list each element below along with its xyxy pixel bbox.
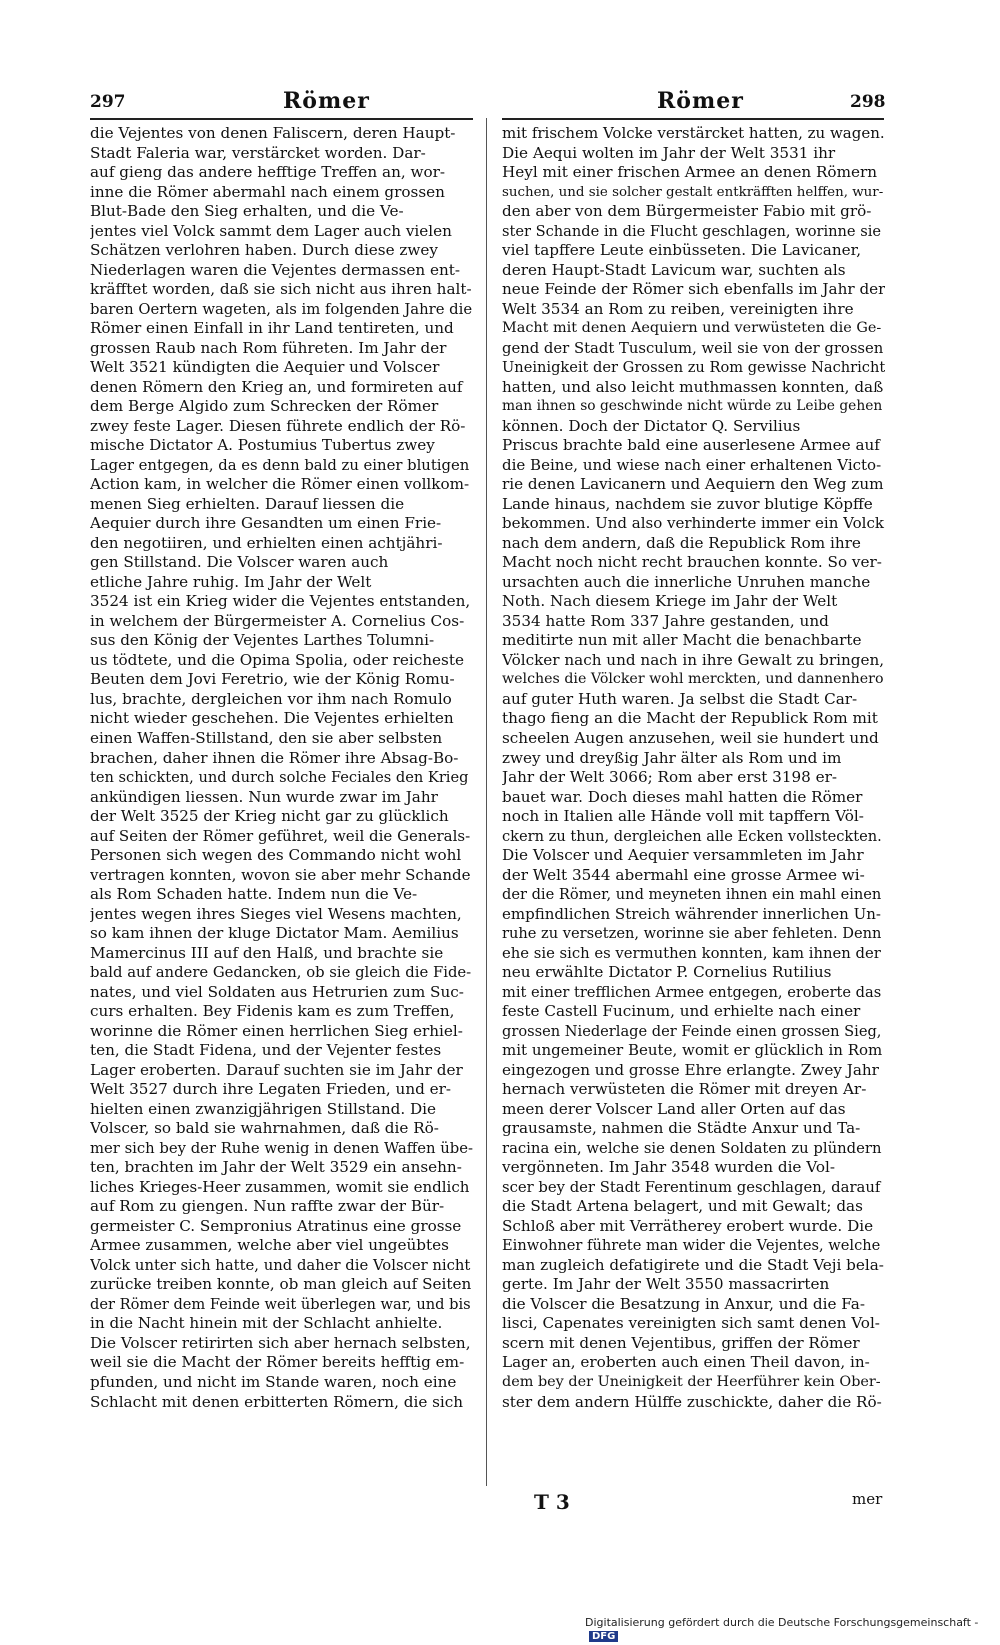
text-line: können. Doch der Dictator Q. Servilius <box>502 416 801 435</box>
text-line: die Vejentes von denen Faliscern, deren Haupt- <box>90 124 456 142</box>
text-line: auf Seiten der Römer geführet, weil die Generals- <box>90 826 471 845</box>
left-running-title: Römer <box>283 88 370 114</box>
text-line: worinne die Römer einen herrlichen Sieg erhiel- <box>90 1021 463 1040</box>
text-line: suchen, und sie solcher gestalt entkräfften helffen, wur- <box>502 184 884 200</box>
text-line: germeister C. Sempronius Atratinus eine grosse <box>90 1216 462 1235</box>
catchword: mer <box>852 1490 883 1508</box>
header-rule-right <box>502 118 884 120</box>
text-line: pfunden, und nicht im Stande waren, noch eine <box>90 1373 457 1391</box>
digitization-credit <box>585 1616 1000 1642</box>
text-line: auf guter Huth waren. Ja selbst die Stadt Car- <box>502 689 858 708</box>
text-line: feste Castell Fucinum, und erhielte nach einer <box>502 1002 861 1021</box>
text-line: den aber von dem Bürgermeister Fabio mit grö- <box>502 202 872 221</box>
text-line: mer sich bey der Ruhe wenig in denen Waffen übe- <box>90 1139 473 1157</box>
text-line: Aequier durch ihre Gesandten um einen Frie- <box>90 514 442 533</box>
left-page-number: 297 <box>90 92 126 112</box>
text-line: grossen Niederlage der Feinde einen grossen Sieg, <box>502 1022 882 1040</box>
text-line: lus, brachte, dergleichen vor ihm nach Romulo <box>90 689 452 708</box>
text-line: rie denen Lavicanern und Aequiern den Weg zum <box>502 475 884 494</box>
text-line: mit einer trefflichen Armee entgegen, eroberte das <box>502 983 882 1001</box>
text-line: denen Römern den Krieg an, und formireten auf <box>90 377 463 396</box>
text-line: ehe sie sich es vermuthen konnten, kam ihnen der <box>502 944 881 962</box>
text-line: ten, brachten im Jahr der Welt 3529 ein ansehn- <box>90 1158 462 1177</box>
text-line: Mamercinus III auf den Halß, und brachte sie <box>90 943 444 962</box>
text-line: etliche Jahre ruhig. Im Jahr der Welt <box>90 572 372 591</box>
text-line: man zugleich defatigirete und die Stadt Veji bela- <box>502 1255 884 1274</box>
text-line: der Welt 3544 abermahl eine grosse Armee wi- <box>502 865 865 884</box>
text-line: Blut-Bade den Sieg erhalten, und die Ve- <box>90 202 404 221</box>
text-line: Lager eroberten. Darauf suchten sie im Jahr der <box>90 1060 463 1079</box>
text-line: kräfftet worden, daß sie sich nicht aus ihren halt- <box>90 280 472 299</box>
text-line: auf gieng das andere hefftige Treffen an, wor- <box>90 163 446 182</box>
text-line: zwey und dreyßig Jahr älter als Rom und im <box>502 748 842 767</box>
text-line: jentes wegen ihres Sieges viel Wesens machten, <box>90 904 462 923</box>
text-line: sus den König der Vejentes Larthes Tolumni- <box>90 631 435 650</box>
text-line: die Volscer die Besatzung in Anxur, und die Fa- <box>502 1294 865 1313</box>
header-rule-left <box>90 118 473 120</box>
text-line: scheelen Augen anzusehen, weil sie hundert und <box>502 728 879 747</box>
page-header <box>0 88 1000 122</box>
text-line: Macht mit denen Aequiern und verwüsteten die Ge- <box>502 320 882 337</box>
text-line: Macht noch nicht recht brauchen konnte. So ver- <box>502 553 882 572</box>
right-page-number: 298 <box>850 92 886 112</box>
text-line: in die Nacht hinein mit der Schlacht anhielte. <box>90 1314 443 1333</box>
text-line: Einwohner führete man wider die Vejentes, welche <box>502 1237 881 1255</box>
text-line: curs erhalten. Bey Fidenis kam es zum Treffen, <box>90 1002 455 1021</box>
text-line: Volscer, so bald sie wahrnahmen, daß die Rö- <box>90 1119 439 1138</box>
text-line: hernach verwüsteten die Römer mit dreyen Ar- <box>502 1080 867 1099</box>
text-line: der die Römer, und meyneten ihnen ein mahl einen <box>502 886 882 904</box>
text-line: bekommen. Und also verhinderte immer ein Volck <box>502 514 884 533</box>
text-line: Volck unter sich hatte, und daher die Volscer nicht <box>90 1256 471 1274</box>
text-line: Lager an, eroberten auch einen Theil davon, in- <box>502 1353 870 1372</box>
text-line: deren Haupt-Stadt Lavicum war, suchten als <box>502 260 846 279</box>
text-line: vergönneten. Im Jahr 3548 wurden die Vol- <box>502 1158 835 1177</box>
text-line: Lager entgegen, da es denn bald zu einer blutigen <box>90 456 470 474</box>
text-line: eingezogen und grosse Ehre erlangte. Zwey Jahr <box>502 1060 879 1079</box>
text-line: Die Volscer retirirten sich aber hernach selbsten, <box>90 1333 471 1352</box>
text-line: empfindlichen Streich währender innerlichen Un- <box>502 904 881 923</box>
credit-text: Digitalisierung gefördert durch die Deutsche Forschungsgemeinschaft - <box>585 1616 979 1629</box>
text-line: grausamste, nahmen die Städte Anxur und Ta- <box>502 1119 861 1138</box>
text-line: ster Schande in die Flucht geschlagen, worinne sie <box>502 222 882 240</box>
text-line: ruhe zu versetzen, worinne sie aber fehleten. Denn <box>502 925 882 943</box>
text-line: weil sie die Macht der Römer bereits hefftig em- <box>90 1353 465 1372</box>
text-line: dem Berge Algido zum Schrecken der Römer <box>90 397 439 416</box>
text-line: noch in Italien alle Hände voll mit tapffern Völ- <box>502 807 864 826</box>
text-line: neu erwählte Dictator P. Cornelius Rutilius <box>502 963 832 982</box>
text-line: hielten einen zwanzigjährigen Stillstand. Die <box>90 1099 437 1118</box>
text-line: bauet war. Doch dieses mahl hatten die Römer <box>502 787 863 806</box>
text-line: Personen sich wegen des Commando nicht wohl <box>90 846 462 865</box>
text-line: Stadt Faleria war, verstärcket worden. Dar- <box>90 143 426 162</box>
text-line: Niederlagen waren die Vejentes dermassen ent- <box>90 260 461 279</box>
text-line: der Römer dem Feinde weit überlegen war, und bis <box>90 1295 471 1313</box>
column-divider <box>486 118 487 1486</box>
text-line: 3524 ist ein Krieg wider die Vejentes entstanden, <box>90 592 471 611</box>
text-line: Die Aequi wolten im Jahr der Welt 3531 ihr <box>502 143 836 162</box>
text-line: Noth. Nach diesem Kriege im Jahr der Welt <box>502 592 838 611</box>
text-line: 3534 hatte Rom 337 Jahre gestanden, und <box>502 611 829 630</box>
text-line: neue Feinde der Römer sich ebenfalls im Jahr der <box>502 280 885 299</box>
text-line: mit frischem Volcke verstärcket hatten, zu wagen. <box>502 124 885 142</box>
text-line: Action kam, in welcher die Römer einen vollkom- <box>90 475 470 494</box>
text-line: Schloß aber mit Verrätherey erobert wurde. Die <box>502 1216 874 1235</box>
text-line: inne die Römer abermahl nach einem grossen <box>90 182 445 201</box>
text-line: Welt 3521 kündigten die Aequier und Volscer <box>90 358 440 377</box>
text-line: ankündigen liessen. Nun wurde zwar im Jahr <box>90 787 438 806</box>
text-line: Völcker nach und nach in ihre Gewalt zu bringen, <box>502 650 885 669</box>
text-line: brachen, daher ihnen die Römer ihre Absag-Bo- <box>90 748 459 767</box>
text-line: zurücke treiben konnte, ob man gleich auf Seiten <box>90 1275 472 1294</box>
text-line: Die Volscer und Aequier versammleten im Jahr <box>502 846 864 865</box>
right-running-title: Römer <box>657 88 744 114</box>
text-line: als Rom Schaden hatte. Indem nun die Ve- <box>90 885 418 904</box>
text-line: Jahr der Welt 3066; Rom aber erst 3198 er- <box>502 768 838 787</box>
text-line: Welt 3534 an Rom zu reiben, vereinigten ihre <box>502 299 854 318</box>
signature-mark: T 3 <box>534 1490 570 1514</box>
text-line: ten schickten, und durch solche Feciales den Krieg <box>90 769 469 787</box>
text-line: so kam ihnen der kluge Dictator Mam. Aemilius <box>90 924 459 943</box>
left-column <box>90 124 473 1412</box>
text-line: us tödtete, und die Opima Spolia, oder reicheste <box>90 650 464 669</box>
text-line: jentes viel Volck sammt dem Lager auch vielen <box>90 221 452 240</box>
text-line: auf Rom zu giengen. Nun raffte zwar der Bür- <box>90 1197 445 1216</box>
text-line: Heyl mit einer frischen Armee an denen Römern <box>502 163 878 182</box>
text-line: viel tapffere Leute einbüsseten. Die Lavicaner, <box>502 241 862 260</box>
text-line: welches die Völcker wohl merckten, und dannenhero <box>502 671 884 688</box>
text-line: liches Krieges-Heer zusammen, womit sie endlich <box>90 1177 470 1196</box>
text-line: vertragen konnten, wovon sie aber mehr Schande <box>90 865 471 884</box>
text-line: scer bey der Stadt Ferentinum geschlagen, darauf <box>502 1178 881 1196</box>
text-line: Welt 3527 durch ihre Legaten Frieden, und er- <box>90 1080 452 1099</box>
text-line: in welchem der Bürgermeister A. Cornelius Cos- <box>90 611 465 630</box>
text-line: den negotiiren, und erhielten einen achtjähri- <box>90 533 443 552</box>
text-line: nates, und viel Soldaten aus Hetrurien zum Suc- <box>90 982 464 1001</box>
text-line: der Welt 3525 der Krieg nicht gar zu glücklich <box>90 807 449 826</box>
text-line: dem bey der Uneinigkeit der Heerführer kein Ober- <box>502 1374 881 1390</box>
text-line: ten, die Stadt Fidena, und der Vejenter festes <box>90 1041 442 1060</box>
text-line: menen Sieg erhielten. Darauf liessen die <box>90 494 405 513</box>
text-line: mische Dictator A. Postumius Tubertus zwey <box>90 436 435 455</box>
text-line: racina ein, welche sie denen Soldaten zu plündern <box>502 1139 882 1157</box>
text-line: zwey feste Lager. Diesen führete endlich der Rö- <box>90 416 466 435</box>
text-line: die Stadt Artena belagert, und mit Gewalt; das <box>502 1197 863 1216</box>
text-line: Beuten dem Jovi Feretrio, wie der König Romu- <box>90 670 455 689</box>
text-line: hatten, und also leicht muthmassen konnten, daß <box>502 377 884 396</box>
text-line: ster dem andern Hülffe zuschickte, daher die Rö- <box>502 1392 882 1411</box>
text-line: Schätzen verlohren haben. Durch diese zwey <box>90 241 438 260</box>
text-line: scern mit denen Vejentibus, griffen der Römer <box>502 1333 860 1352</box>
right-column <box>502 124 885 1412</box>
text-line: gen Stillstand. Die Volscer waren auch <box>90 553 389 572</box>
text-line: Römer einen Einfall in ihr Land tentireten, und <box>90 319 454 338</box>
text-line: man ihnen so geschwinde nicht würde zu Leibe gehen <box>502 398 883 415</box>
text-line: grossen Raub nach Rom führeten. Im Jahr der <box>90 338 447 357</box>
text-line: gerte. Im Jahr der Welt 3550 massacrirten <box>502 1275 830 1294</box>
text-line: Priscus brachte bald eine auserlesene Armee auf <box>502 436 880 455</box>
text-line: Schlacht mit denen erbitterten Römern, die sich <box>90 1392 464 1411</box>
dfg-logo: DFG <box>589 1631 618 1642</box>
text-line: ursachten auch die innerliche Unruhen manche <box>502 572 871 591</box>
text-line: mit ungemeiner Beute, womit er glücklich in Rom <box>502 1041 883 1060</box>
text-line: nicht wieder geschehen. Die Vejentes erhielten <box>90 709 454 728</box>
text-line: meen derer Volscer Land aller Orten auf das <box>502 1099 846 1118</box>
text-line: bald auf andere Gedancken, ob sie gleich die Fide- <box>90 964 472 982</box>
text-line: baren Oertern wageten, als im folgenden Jahre die <box>90 300 473 318</box>
text-line: die Beine, und wiese nach einer erhaltenen Victo- <box>502 455 882 474</box>
text-line: einen Waffen-Stillstand, den sie aber selbsten <box>90 728 443 747</box>
text-line: meditirte nun mit aller Macht die benachbarte <box>502 631 862 650</box>
text-line: lisci, Capenates vereinigten sich samt denen Vol- <box>502 1314 880 1333</box>
text-line: Armee zusammen, welche aber viel ungeübtes <box>90 1236 449 1255</box>
text-line: ckern zu thun, dergleichen alle Ecken vollsteckten. <box>502 827 882 845</box>
text-line: gend der Stadt Tusculum, weil sie von der grossen <box>502 339 884 357</box>
text-line: thago fieng an die Macht der Republick Rom mit <box>502 709 878 728</box>
text-line: nach dem andern, daß die Republick Rom ihre <box>502 533 861 552</box>
text-line: Lande hinaus, nachdem sie zuvor blutige Köpffe <box>502 494 873 513</box>
text-line: Uneinigkeit der Grossen zu Rom gewisse Nachricht <box>502 359 885 377</box>
